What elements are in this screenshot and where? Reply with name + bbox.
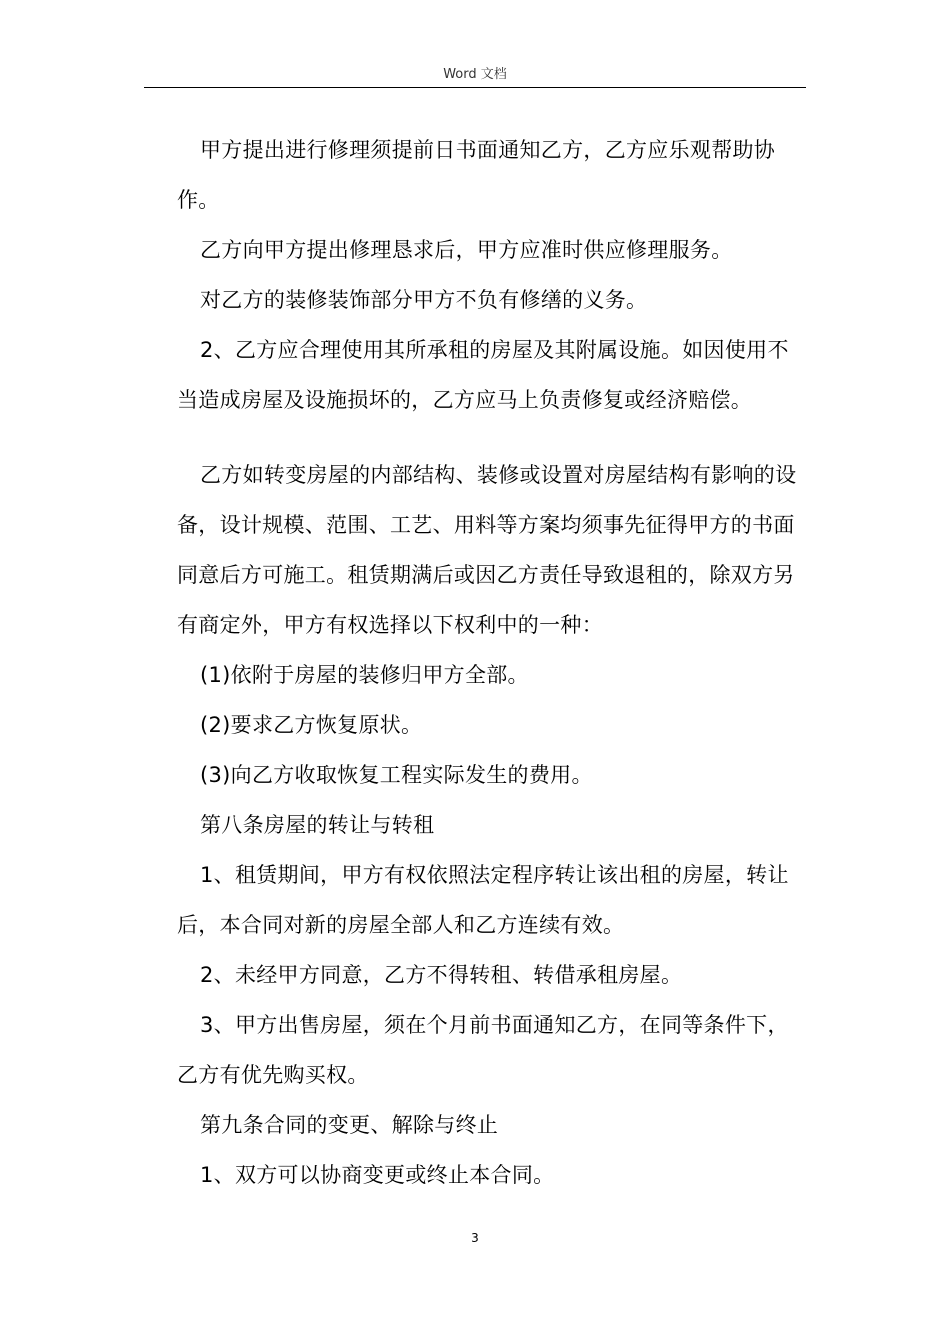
- paragraph: (2)要求乙方恢复原状。: [200, 713, 423, 737]
- paragraph: (3)向乙方收取恢复工程实际发生的费用。: [200, 763, 593, 787]
- paragraph: 乙方向甲方提出修理恳求后，甲方应准时供应修理服务。: [200, 238, 733, 262]
- paragraph: (1)依附于房屋的装修归甲方全部。: [200, 663, 529, 687]
- paragraph: 甲方提出进行修理须提前日书面通知乙方，乙方应乐观帮助协作。: [177, 138, 776, 212]
- paragraph: 3、甲方出售房屋，须在个月前书面通知乙方，在同等条件下，乙方有优先购买权。: [177, 1013, 789, 1087]
- header-rule: [144, 87, 806, 88]
- paragraph-spacer: [177, 425, 807, 450]
- document-body: [177, 125, 807, 1200]
- paragraph: 对乙方的装修装饰部分甲方不负有修缮的义务。: [200, 288, 648, 312]
- section-heading: 第九条合同的变更、解除与终止: [200, 1113, 499, 1137]
- section-heading: 第八条房屋的转让与转租: [200, 813, 435, 837]
- paragraph: 1、租赁期间，甲方有权依照法定程序转让该出租的房屋，转让后，本合同对新的房屋全部人和乙方连续有效。: [177, 863, 789, 937]
- page-number: 3: [471, 1231, 479, 1245]
- paragraph: 2、未经甲方同意，乙方不得转租、转借承租房屋。: [200, 963, 683, 987]
- paragraph: 2、乙方应合理使用其所承租的房屋及其附属设施。如因使用不当造成房屋及设施损坏的，乙方应马上负责修复或经济赔偿。: [177, 338, 789, 412]
- paragraph: 1、双方可以协商变更或终止本合同。: [200, 1163, 555, 1187]
- page-header: Word 文档: [443, 67, 507, 82]
- paragraph: 乙方如转变房屋的内部结构、装修或设置对房屋结构有影响的设备，设计规模、范围、工艺、用料等方案均须事先征得甲方的书面同意后方可施工。租赁期满后或因乙方责任导致退租的，除双方另有商定外，甲方有权选择以下权利中的一种：: [177, 463, 797, 637]
